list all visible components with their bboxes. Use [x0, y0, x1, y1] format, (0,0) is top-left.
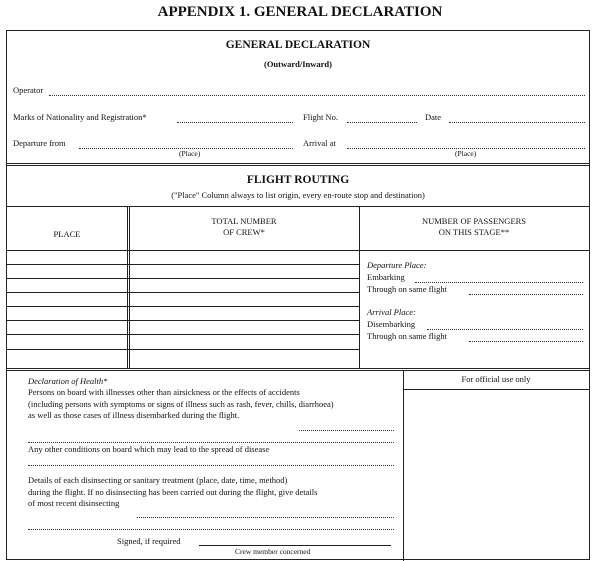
header-bottom-line [7, 250, 589, 251]
departure-place-caption: (Place) [179, 149, 201, 158]
date-label: Date [425, 112, 442, 122]
official-use-label: For official use only [461, 374, 531, 384]
col-place-header: PLACE [53, 229, 81, 239]
through-field-1[interactable] [469, 294, 583, 295]
departure-place-label: Departure Place: [367, 260, 427, 270]
routing-note: ("Place" Column always to list origin, every en-route stop and destination) [171, 190, 425, 200]
signature-line[interactable] [199, 545, 391, 546]
disembarking-label: Disembarking [367, 319, 416, 329]
flight-no-field[interactable] [347, 122, 417, 123]
form-heading: GENERAL DECLARATION [225, 39, 371, 51]
table-row [7, 292, 359, 293]
crew-member-caption: Crew member concerned [235, 547, 311, 556]
marks-field[interactable] [177, 122, 293, 123]
official-use-line [403, 389, 589, 390]
flight-no-label: Flight No. [303, 112, 338, 122]
date-field[interactable] [449, 122, 585, 123]
table-row [7, 334, 359, 335]
section-divider [7, 163, 589, 164]
table-row [7, 306, 359, 307]
health-paragraph-2: Any other conditions on board which may lead to the spread of disease [28, 444, 270, 454]
col-passengers-header-2: ON THIS STAGE** [438, 227, 510, 237]
form-subheading: (Outward/Inward) [263, 59, 332, 69]
routing-heading: FLIGHT ROUTING [246, 174, 350, 186]
health-heading: Declaration of Health* [28, 376, 108, 386]
arrival-place-caption: (Place) [455, 149, 477, 158]
through-label-2: Through on same flight [367, 331, 448, 341]
health-paragraph-1: Persons on board with illnesses other than airsickness or the effects of accidents (including persons with symptoms or signs of illness such as rash, fever, chills, diarrhoea) as well as those cases of illness disembarked during the flight. [28, 387, 334, 420]
embarking-label: Embarking [367, 272, 405, 282]
appendix-title: APPENDIX 1. GENERAL DECLARATION [157, 4, 443, 20]
table-row [7, 349, 359, 350]
operator-field[interactable] [49, 95, 585, 96]
col-crew-header-1: TOTAL NUMBER [211, 216, 277, 226]
general-declaration-form [6, 30, 590, 560]
illness-field[interactable] [299, 430, 394, 431]
official-use-divider [403, 371, 404, 561]
section-divider [7, 165, 589, 166]
table-row [7, 278, 359, 279]
marks-label: Marks of Nationality and Registration* [13, 112, 147, 122]
section-divider [7, 370, 589, 371]
illness-field-continued[interactable] [28, 442, 394, 443]
table-row [7, 320, 359, 321]
arrival-label: Arrival at [303, 138, 336, 148]
signed-label: Signed, if required [117, 536, 181, 546]
operator-label: Operator [13, 85, 44, 95]
col-passengers-header-1: NUMBER OF PASSENGERS [421, 216, 527, 226]
disinsecting-field[interactable] [137, 517, 394, 518]
through-field-2[interactable] [469, 341, 583, 342]
section-divider [7, 368, 589, 369]
disease-conditions-field[interactable] [28, 465, 394, 466]
through-label-1: Through on same flight [367, 284, 448, 294]
column-divider [127, 207, 128, 368]
arrival-place-label: Arrival Place: [367, 307, 416, 317]
health-paragraph-3: Details of each disinsecting or sanitary treatment (place, date, time, method) during the flight. If no disinsecting has been carried out during the flight, give details of most recent disinsecting [28, 475, 318, 508]
embarking-field[interactable] [415, 282, 583, 283]
table-row [7, 264, 359, 265]
col-crew-header-2: OF CREW* [223, 227, 265, 237]
disinsecting-field-continued[interactable] [28, 529, 394, 530]
routing-divider [7, 206, 589, 207]
disembarking-field[interactable] [427, 329, 583, 330]
departure-label: Departure from [13, 138, 66, 148]
